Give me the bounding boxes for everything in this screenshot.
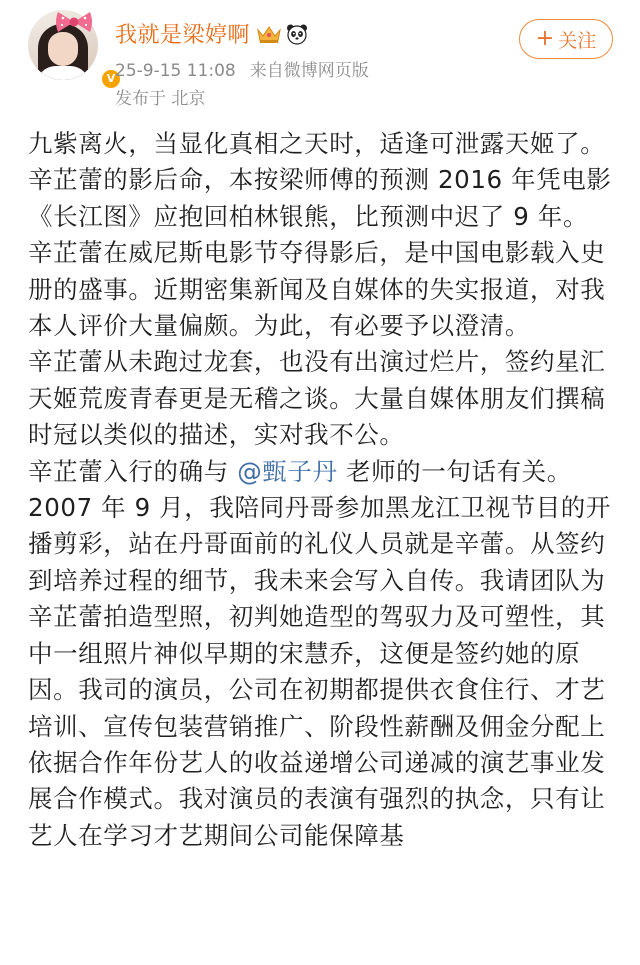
post-paragraph: 辛芷蕾在威尼斯电影节夺得影后，是中国电影载入史册的盛事。近期密集新闻及自媒体的失实报道，对我本人评价大量偏颇。为此，有必要予以澄清。 [28,238,606,341]
post-meta [115,56,369,81]
mention-link[interactable]: @甄子丹 [237,456,338,486]
pink-bow-icon [54,10,94,34]
post-paragraph [28,454,616,490]
panda-icon [286,23,308,45]
user-name[interactable]: 我就是梁婷啊 [115,23,251,48]
post-paragraph: 辛芷蕾的影后命，本按梁师傅的预测 2016 年凭电影《长江图》应抱回柏林银熊，比预测中迟了 9 年。 [28,165,612,231]
post-location: 发布于 北京 [115,89,206,109]
post-paragraph: 九紫离火，当显化真相之天时，适逢可泄露天姬了。 [28,129,606,158]
verified-v-icon: V [100,68,122,90]
post-header [0,0,640,112]
avatar[interactable] [28,10,116,85]
bottom-fade [0,930,640,965]
follow-button[interactable] [519,19,613,59]
post-text: 老师的一句话有关。 [337,456,572,486]
crown-icon [256,24,282,44]
post-paragraph: 辛芷蕾从未跑过龙套，也没有出演过烂片，签约星汇天姬荒废青春更是无稽之谈。大量自媒体朋友们撰稿时冠以类似的描述，实对我不公。 [28,347,606,450]
user-name-row [115,18,308,49]
post-paragraph: 2007 年 9 月，我陪同丹哥参加黑龙江卫视节目的开播剪彩，站在丹哥面前的礼仪人员就是辛蕾。从签约到培养过程的细节，我未来会写入自传。我请团队为辛芷蕾拍造型照，初判她造型的驾驭力及可塑性，其中一组照片神似早期的宋慧乔，这便是签约她的原因。我司的演员，公司在初期都提供衣食住行、才艺培训、宣传包装营销推广、阶段性薪酬及佣金分配上依据合作年份艺人的收益递增公司递减的演艺事业发展合作模式。我对演员的表演有强烈的执念，只有让艺人在学习才艺期间公司能保障基 [28,493,611,850]
plus-icon: + [535,26,555,51]
post-source: 来自微博网页版 [249,61,369,81]
follow-label: 关注 [558,29,597,52]
post-text: 辛芷蕾入行的确与 [28,456,238,486]
post-timestamp[interactable]: 25-9-15 11:08 [115,61,236,81]
post-content [28,126,616,854]
